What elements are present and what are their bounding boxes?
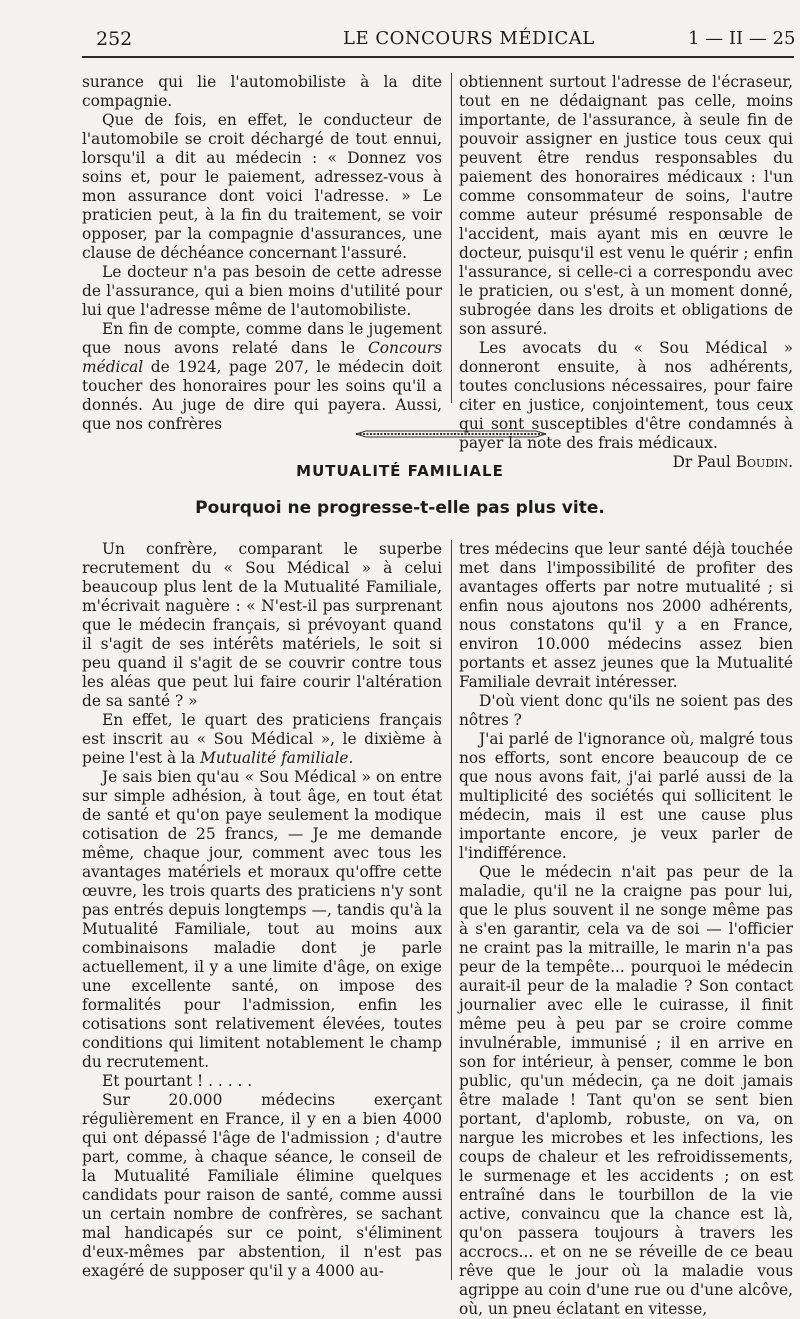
page-number: 252 [96,28,133,50]
paragraph: obtiennent surtout l'adresse de l'écraseur, tout en ne dédaignant pas celle, moins importante, de l'assurance, à seule fin de pouvoir assigner en justice tous ceux qui peuvent être rendus responsables du paiement des honoraires médicaux : l'un comme consommateur de soins, l'autre comme auteur présumé responsable de l'accident, mais ayant mis en œuvre le docteur, puisqu'il est venu le quérir ; enfin l'assurance, si celle-ci a correspondu avec le praticien, ou s'est, à un moment donné, subrogée dans les droits et obligations de son assuré. [459,73,793,338]
header-rule [82,56,794,58]
article2-column-left [82,540,442,1281]
paragraph: En effet, le quart des praticiens français est inscrit au « Sou Médical », le dixième à peine l'est à la Mutualité familiale. [82,711,442,767]
paragraph: surance qui lie l'automobiliste à la dite compagnie. [82,73,442,110]
article1-column-left [82,73,442,434]
paragraph: Et pourtant ! . . . . . [102,1072,253,1090]
issue-date: 1 — II — 25 [688,28,796,49]
organization-name: Mutualité familiale. [200,749,354,767]
author-signature: Dr Paul Boudin. [672,453,793,471]
column-divider [451,540,452,1280]
page-header [0,22,800,58]
ornament-divider [356,430,546,438]
paragraph: Un confrère, comparant le superbe recrutement du « Sou Médical » à celui beaucoup plus lent de la Mutualité Familiale, m'écrivait naguère : « N'est-il pas surprenant que le médecin français, si prévoyant quand il s'agit de ses intérêts matériels, le soit si peu quand il s'agit de se couvrir contre tous les aléas que peut lui faire courir l'altération de sa santé ? » [82,540,442,710]
column-divider [451,73,452,403]
article2-column-right [459,540,793,1319]
paragraph: tres médecins que leur santé déjà touchée met dans l'impossibilité de profiter des avantages offerts par notre mutualité ; si enfin nous ajoutons nos 2000 adhérents, nous constatons qu'il y a en France, environ 10.000 médecins assez bien portants et assez jeunes que la Mutualité Familiale devrait intéresser. [459,540,793,691]
article1-column-right [459,73,793,472]
journal-reference: Concours médical [82,339,442,376]
paragraph: Sur 20.000 médecins exerçant régulièrement en France, il y en a bien 4000 qui ont dépassé l'âge de l'admission ; d'autre part, comme, à chaque séance, le conseil de la Mutualité Familiale élimine quelques candidats pour raison de santé, comme aussi un certain nombre de confrères, se sachant mal handicapés sur ce point, s'éliminent d'eux-mêmes par abstention, il n'est pas exagéré de supposer qu'il y a 4000 au- [82,1091,442,1280]
paragraph: Je sais bien qu'au « Sou Médical » on entre sur simple adhésion, à tout âge, en tout état de santé et qu'on paye seulement la modique cotisation de 25 francs, — Je me demande même, chaque jour, comment avec tous les avantages matériels et moraux qu'offre cette œuvre, les trois quarts des praticiens n'y sont pas entrés depuis longtemps —, tandis qu'à la Mutualité Familiale, tout au moins aux combinaisons maladie dont je parle actuellement, il y a une limite d'âge, on exige une excellente santé, on impose des formalités pour l'admission, enfin les cotisations sont relativement élevées, toutes conditions qui limitent notablement le champ du recrutement. [82,768,442,1071]
paragraph: J'ai parlé de l'ignorance où, malgré tous nos efforts, sont encore beaucoup de ce que nous avons fait, j'ai parlé aussi de la multiplicité des sociétés qui sollicitent le médecin, mais il est une cause plus importante encore, je veux parler de l'indifférence. [459,730,793,862]
paragraph: Que de fois, en effet, le conducteur de l'automobile se croit déchargé de tout ennui, lorsqu'il a dit au médecin : « Donnez vos soins et, pour le paiement, adressez-vous à mon assurance dont voici l'adresse. » Le praticien peut, à la fin du traitement, se voir opposer, par la compagnie d'assurances, une clause de déchéance concernant l'assuré. [82,111,442,262]
paragraph: En fin de compte, comme dans le jugement que nous avons relaté dans le Concours médical de 1924, page 207, le médecin doit toucher des honoraires pour les soins qu'il a donnés. Au juge de dire qui payera. Aussi, que nos confrères [82,320,442,433]
section-title: MUTUALITÉ FAMILIALE [296,462,504,480]
article-title: Pourquoi ne progresse-t-elle pas plus vite. [195,498,605,518]
paragraph: Que le médecin n'ait pas peur de la maladie, qu'il ne la craigne pas pour lui, que le plus souvent il ne songe même pas à s'en garantir, cela va de soi — l'officier ne craint pas la mitraille, le marin n'a pas peur de la tempête... pourquoi le médecin aurait-il peur de la maladie ? Son contact journalier avec elle le cuirasse, il finit même peu à peu par se croire comme invulnérable, immunisé ; il en arrive en son for intérieur, à penser, comme le bon public, qu'un médecin, ça ne doit jamais être malade ! Tant qu'on se sent bien portant, d'aplomb, robuste, on va, on nargue les microbes et les infections, les coups de chaleur et les refroidissements, le surmenage et les accidents ; on est entraîné dans le tourbillon de la vie active, convaincu que la chance est là, qu'on passera toujours à travers les accrocs... et on ne se réveille de ce beau rêve que le jour où la maladie vous agrippe au coin d'une rue ou d'une alcôve, où, un pneu éclatant en vitesse, [459,863,793,1318]
journal-title: LE CONCOURS MÉDICAL [343,28,595,49]
paragraph: Les avocats du « Sou Médical » donneront ensuite, à nos adhérents, toutes conclusions nécessaires, pour faire citer en justice, conjointement, tous ceux qui sont susceptibles d'être condamnés à payer la note des frais médicaux. [459,339,793,452]
paragraph: D'où vient donc qu'ils ne soient pas des nôtres ? [459,692,793,729]
paragraph: Le docteur n'a pas besoin de cette adresse de l'assurance, qui a bien moins d'utilité pour lui que l'adresse même de l'automobiliste. [82,263,442,319]
